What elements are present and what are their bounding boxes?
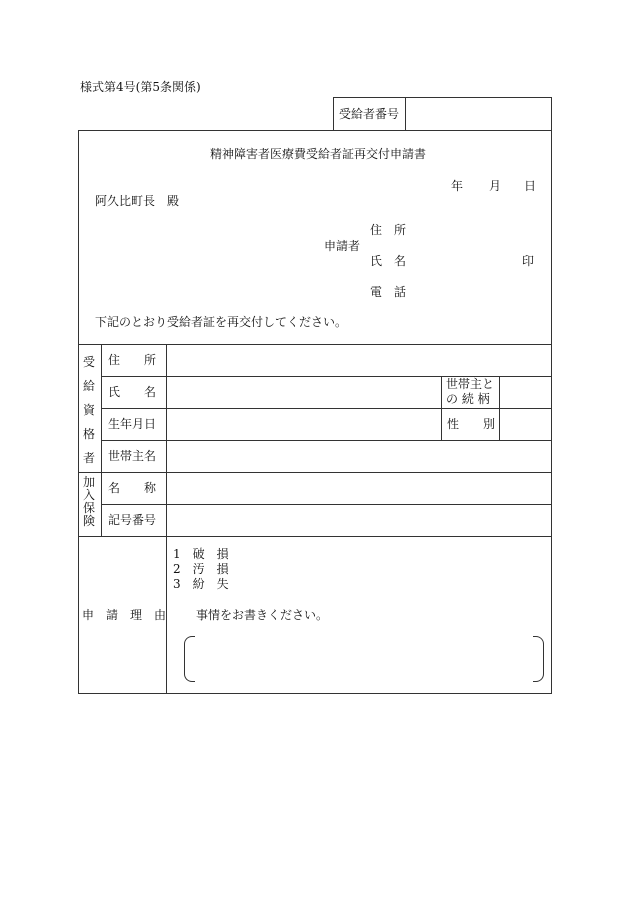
- recipient-address-label: 住 所: [108, 353, 157, 367]
- insurance-vertical-char: 入: [82, 488, 95, 502]
- insurance-symbol-number-label: 記号番号: [108, 513, 157, 527]
- date-year-label: 年: [451, 179, 464, 193]
- householder-relation-label-2: の 続 柄: [446, 392, 490, 406]
- reason-details-field[interactable]: [196, 638, 530, 678]
- insurance-name-label: 名 称: [108, 481, 157, 495]
- applicant-label: 申請者: [324, 239, 361, 253]
- recipient-name-label: 氏 名: [108, 385, 157, 399]
- date-day-label: 日: [524, 179, 537, 193]
- gender-field[interactable]: [500, 409, 551, 439]
- left-bracket: [184, 636, 195, 682]
- birthdate-label: 生年月日: [108, 417, 157, 431]
- insurance-name-field[interactable]: [167, 473, 551, 503]
- applicant-address-label: 住 所: [370, 223, 407, 237]
- date-month-label: 月: [489, 179, 502, 193]
- householder-name-label: 世帯主名: [108, 449, 157, 463]
- birthdate-field[interactable]: [167, 409, 440, 439]
- householder-relation-label-1: 世帯主と: [446, 377, 495, 391]
- form-number-label: 様式第4号(第5条関係): [80, 80, 201, 94]
- reason-option-2[interactable]: 2 汚 損: [173, 562, 229, 576]
- insurance-vertical-char: 加: [82, 475, 95, 489]
- insurance-symbol-number-field[interactable]: [167, 505, 551, 535]
- form-title: 精神障害者医療費受給者証再交付申請書: [210, 147, 427, 161]
- applicant-phone-label: 電 話: [370, 285, 407, 299]
- divider: [101, 344, 102, 536]
- right-bracket: [533, 636, 544, 682]
- recipient-vertical-char: 資: [82, 403, 95, 417]
- divider: [78, 536, 552, 537]
- insurance-vertical-char: 保: [82, 501, 95, 515]
- recipient-address-field[interactable]: [167, 345, 551, 375]
- recipient-number-field[interactable]: [406, 98, 551, 130]
- recipient-vertical-char: 者: [82, 451, 95, 465]
- insurance-vertical-char: 険: [82, 514, 95, 528]
- reason-prompt: 事情をお書きください。: [196, 608, 329, 622]
- addressee: 阿久比町長 殿: [95, 194, 180, 208]
- householder-relation-field[interactable]: [500, 377, 551, 407]
- householder-name-field[interactable]: [167, 441, 551, 471]
- seal-mark: 印: [522, 254, 535, 268]
- recipient-number-label: 受給者番号: [339, 107, 400, 121]
- recipient-vertical-char: 受: [82, 355, 95, 369]
- recipient-vertical-char: 給: [82, 379, 95, 393]
- reason-option-3[interactable]: 3 紛 失: [173, 577, 229, 591]
- applicant-name-label: 氏 名: [370, 254, 407, 268]
- divider: [441, 376, 442, 440]
- recipient-name-field[interactable]: [167, 377, 440, 407]
- gender-label: 性 別: [447, 417, 496, 431]
- instruction-text: 下記のとおり受給者証を再交付してください。: [95, 315, 348, 329]
- recipient-vertical-char: 格: [82, 427, 95, 441]
- reason-option-1[interactable]: 1 破 損: [173, 547, 229, 561]
- reason-label: 申 請 理 由: [82, 608, 167, 622]
